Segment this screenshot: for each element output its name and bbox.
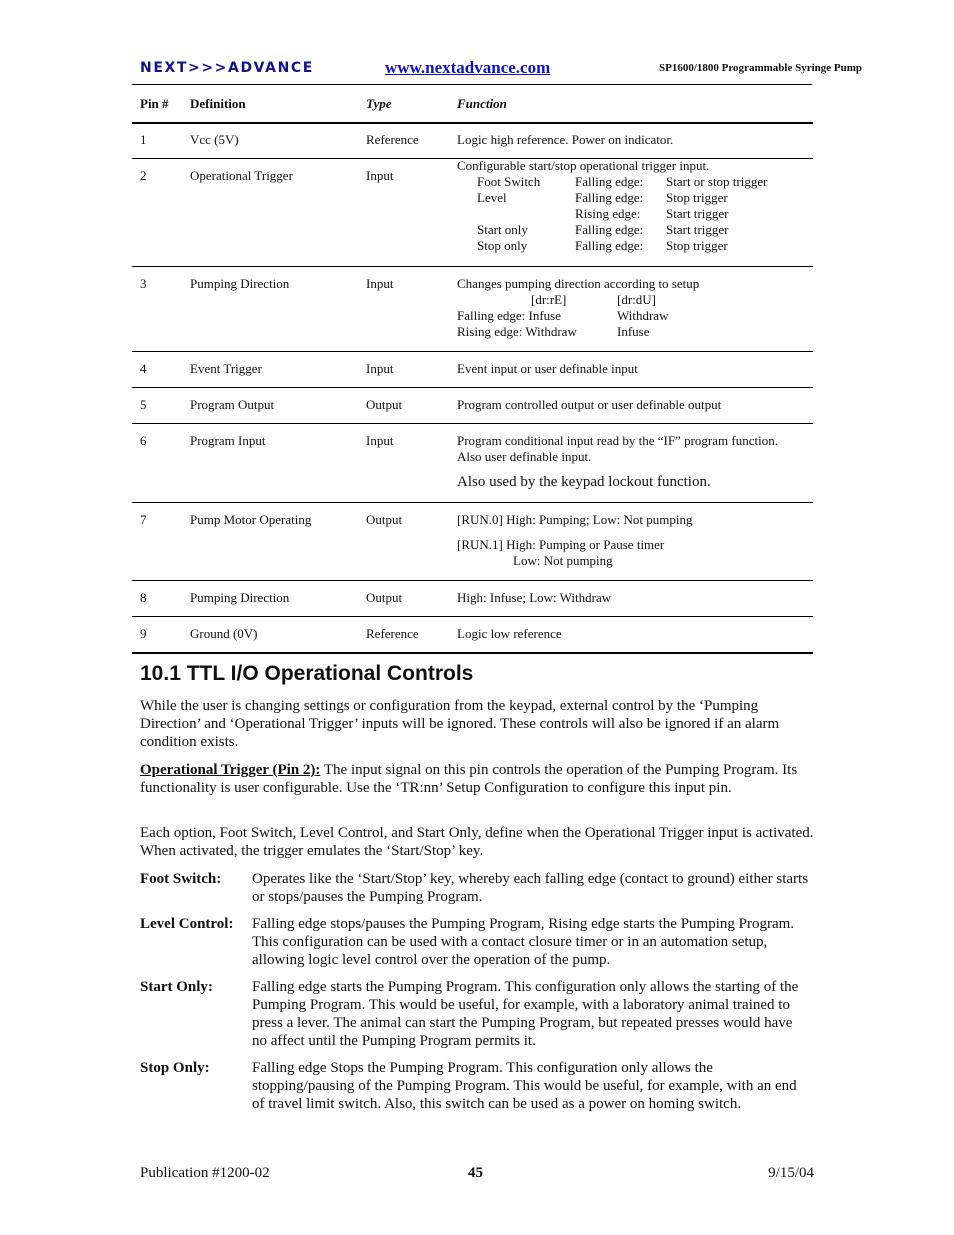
pin-cell: 4 xyxy=(140,361,147,376)
table-row xyxy=(132,616,813,654)
function-part: Stop trigger xyxy=(666,190,728,205)
function-part: Falling edge: xyxy=(575,174,644,189)
table-row xyxy=(132,387,813,424)
section-title: 10.1 TTL I/O Operational Controls xyxy=(140,662,474,685)
definition-cell: Event Trigger xyxy=(190,361,262,376)
table-header-row xyxy=(132,86,813,124)
page-number: 45 xyxy=(468,1165,483,1181)
pin-cell: 6 xyxy=(140,433,147,448)
function-part: Falling edge: xyxy=(575,190,644,205)
function-line: Configurable start/stop operational trigger input. xyxy=(457,158,710,173)
function-part: Falling edge: xyxy=(575,238,644,253)
table-row xyxy=(132,502,813,581)
definition-cell: Pump Motor Operating xyxy=(190,512,312,527)
definition-term: Foot Switch: xyxy=(140,871,222,887)
definition-term: Level Control: xyxy=(140,916,234,932)
table-row xyxy=(132,158,813,267)
function-line: High: Infuse; Low: Withdraw xyxy=(457,590,612,605)
function-line: Logic low reference xyxy=(457,626,562,641)
function-part: Start or stop trigger xyxy=(666,174,768,189)
function-part: [dr:dU] xyxy=(617,292,656,307)
definition-cell: Vcc (5V) xyxy=(190,132,239,147)
function-part: Withdraw xyxy=(617,308,669,323)
col-pin: Pin # xyxy=(140,96,169,111)
col-definition: Definition xyxy=(190,96,246,111)
function-line: Program controlled output or user definable output xyxy=(457,397,722,412)
function-line: Program conditional input read by the “IF” program function. xyxy=(457,433,778,448)
function-part: Start only xyxy=(477,222,528,237)
function-part: Stop only xyxy=(477,238,528,253)
definition-term: Start Only: xyxy=(140,979,213,995)
col-type: Type xyxy=(366,96,392,111)
pin-cell: 1 xyxy=(140,132,147,147)
function-line: Low: Not pumping xyxy=(513,553,613,568)
paragraph-trigger-options: Each option, Foot Switch, Level Control, and Start Only, define when the Operational Trigger input is activated. When activated, the trigger emulates the ‘Start/Stop’ key. xyxy=(140,825,814,859)
type-cell: Reference xyxy=(366,132,419,147)
function-line: [RUN.1] High: Pumping or Pause timer xyxy=(457,537,665,552)
pin-cell: 9 xyxy=(140,626,147,641)
definition-cell: Operational Trigger xyxy=(190,168,293,183)
pin-cell: 7 xyxy=(140,512,147,527)
pin-cell: 5 xyxy=(140,397,147,412)
definition-text: Falling edge Stops the Pumping Program. This configuration only allows the stopping/pausing of the Pumping Program. This would be useful, for example, with an end of travel limit switch. Also, this switch can be used as a power on homing switch. xyxy=(252,1060,797,1112)
definition-text: Operates like the ‘Start/Stop’ key, whereby each falling edge (contact to ground) either starts or stops/pauses the Pumping Program. xyxy=(252,871,809,905)
definition-term: Stop Only: xyxy=(140,1060,210,1076)
table-row xyxy=(132,580,813,617)
type-cell: Output xyxy=(366,397,403,412)
type-cell: Output xyxy=(366,512,403,527)
function-part: Level xyxy=(477,190,507,205)
brand-logo: NEXT>>>ADVANCE xyxy=(140,60,314,76)
definition-cell: Pumping Direction xyxy=(190,590,290,605)
function-part: Rising edge: Withdraw xyxy=(457,324,577,339)
table-row xyxy=(132,423,813,503)
definition-text: Falling edge starts the Pumping Program. This configuration only allows the starting of the Pumping Program. This would be useful, for example, with a laboratory animal trained to press a lever. The animal can start the Pumping Program, but repeated presses would have no affect until the Pumping Program permits it. xyxy=(252,979,799,1049)
type-cell: Input xyxy=(366,168,394,183)
function-part: Falling edge: Infuse xyxy=(457,308,561,323)
pin-cell: 3 xyxy=(140,276,147,291)
type-cell: Input xyxy=(366,433,394,448)
function-part: [dr:rE] xyxy=(531,292,567,307)
operational-trigger-text: The input signal on this pin controls the operation of the Pumping Program. Its functionality is user configurable. Use the ‘TR:nn’ Setup Configuration to configure this input pin. xyxy=(140,762,798,796)
function-line: Also user definable input. xyxy=(457,449,592,464)
type-cell: Input xyxy=(366,276,394,291)
publication-number: Publication #1200-02 xyxy=(140,1165,270,1181)
definition-text: Falling edge stops/pauses the Pumping Program, Rising edge starts the Pumping Program. This configuration can be used with a contact closure timer or in an automation setup, allowing logic level control over the operation of the pump. xyxy=(252,916,795,968)
page-header xyxy=(140,58,862,80)
function-line: [RUN.0] High: Pumping; Low: Not pumping xyxy=(457,512,693,527)
pin-cell: 2 xyxy=(140,168,147,183)
definition-cell: Ground (0V) xyxy=(190,626,258,641)
function-part: Rising edge: xyxy=(575,206,641,221)
definition-cell: Pumping Direction xyxy=(190,276,290,291)
definition-cell: Program Input xyxy=(190,433,266,448)
function-line: Changes pumping direction according to setup xyxy=(457,276,700,291)
table-row xyxy=(132,351,813,388)
table-row xyxy=(132,122,813,159)
function-line: Also used by the keypad lockout function. xyxy=(457,474,711,490)
function-part: Infuse xyxy=(617,324,650,339)
pin-cell: 8 xyxy=(140,590,147,605)
website-link[interactable]: www.nextadvance.com xyxy=(385,58,551,77)
type-cell: Output xyxy=(366,590,403,605)
paragraph-ignored-controls: While the user is changing settings or configuration from the keypad, external control by the ‘Pumping Direction’ and ‘Operational Trigger’ inputs will be ignored. These controls will also be ignored if an alarm condition exists. xyxy=(140,698,780,750)
product-name: SP1600/1800 Programmable Syringe Pump xyxy=(659,62,862,74)
function-line: Logic high reference. Power on indicator. xyxy=(457,132,674,147)
table-row xyxy=(132,266,813,352)
function-part: Start trigger xyxy=(666,222,729,237)
publication-date: 9/15/04 xyxy=(768,1165,814,1181)
type-cell: Reference xyxy=(366,626,419,641)
function-part: Foot Switch xyxy=(477,174,541,189)
function-line: Event input or user definable input xyxy=(457,361,638,376)
function-part: Falling edge: xyxy=(575,222,644,237)
header-rule xyxy=(132,84,812,85)
operational-trigger-label: Operational Trigger (Pin 2): xyxy=(140,762,321,778)
definition-cell: Program Output xyxy=(190,397,275,412)
col-function: Function xyxy=(457,96,507,111)
function-part: Start trigger xyxy=(666,206,729,221)
function-part: Stop trigger xyxy=(666,238,728,253)
paragraph-operational-trigger xyxy=(140,761,820,797)
type-cell: Input xyxy=(366,361,394,376)
